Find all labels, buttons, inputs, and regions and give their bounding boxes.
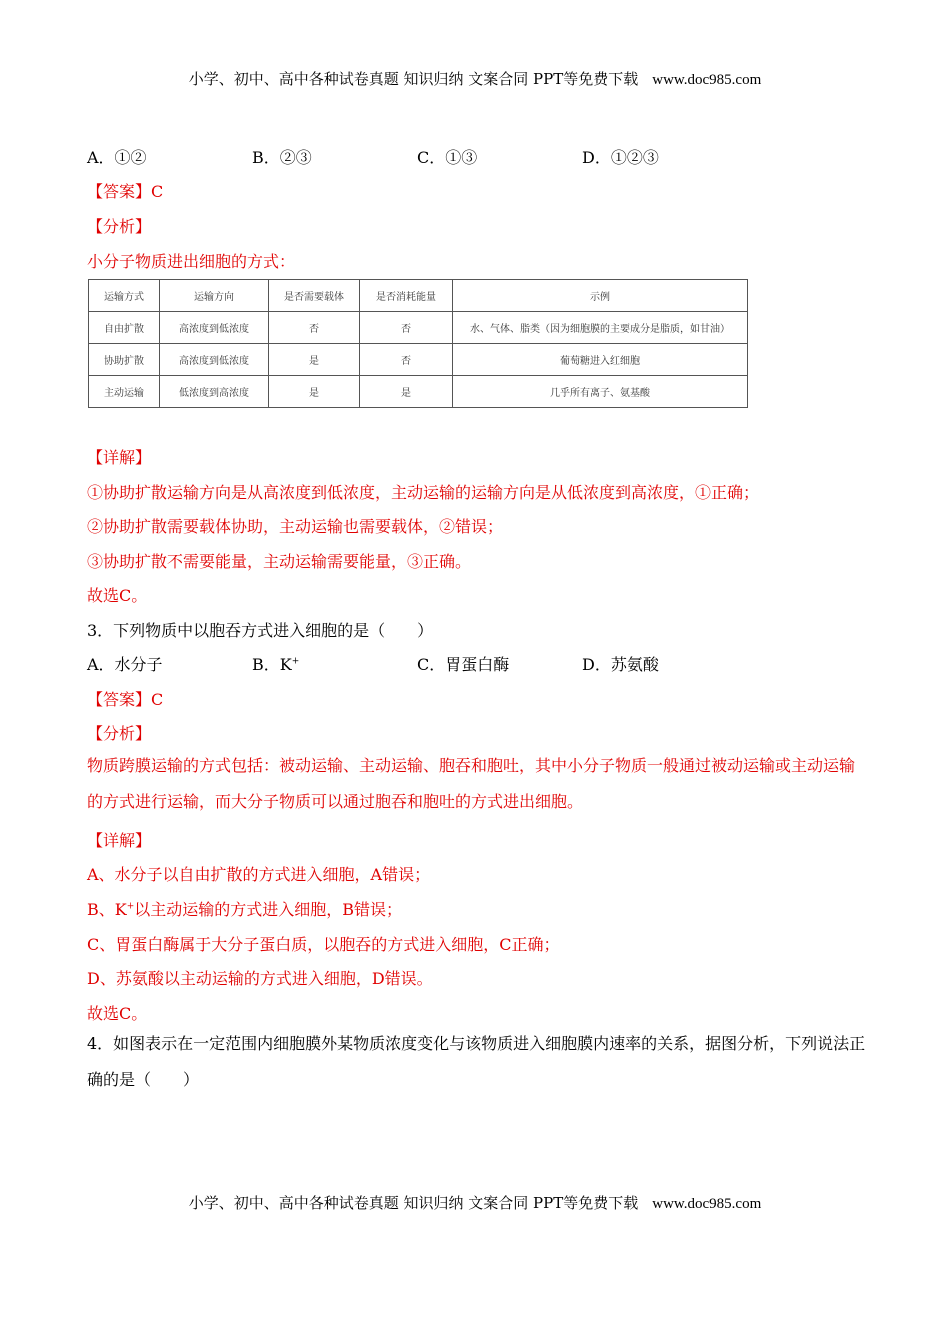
q3-analysis-label: 【分析】 bbox=[87, 724, 152, 743]
header-site: www.doc985.com bbox=[652, 72, 762, 88]
table-cell: 葡萄糖进入红细胞 bbox=[453, 344, 748, 376]
q4-stem: 4．如图表示在一定范围内细胞膜外某物质浓度变化与该物质进入细胞膜内速率的关系，据图分析，下列说法正确的是（ ） bbox=[87, 1034, 866, 1089]
q3-detail-b-pre: B、K bbox=[87, 900, 127, 919]
q3-option-b-sup: + bbox=[291, 656, 300, 667]
q2-option-b: B．②③ bbox=[252, 148, 312, 167]
q3-detail-a: A、水分子以自由扩散的方式进入细胞，A错误； bbox=[87, 865, 431, 884]
q2-detail-3: ③协助扩散不需要能量，主动运输需要能量，③正确。 bbox=[87, 552, 472, 571]
table-cell: 是 bbox=[269, 344, 360, 376]
table-cell: 否 bbox=[269, 312, 360, 344]
q3-option-d: D．苏氨酸 bbox=[582, 655, 659, 674]
q3-detail-b bbox=[87, 897, 402, 920]
table-cell: 是 bbox=[360, 376, 453, 408]
table-cell: 低浓度到高浓度 bbox=[160, 376, 269, 408]
q3-analysis-text: 物质跨膜运输的方式包括：被动运输、主动运输、胞吞和胞吐，其中小分子物质一般通过被动运输或主动运输的方式进行运输，而大分子物质可以通过胞吞和胞吐的方式进出细胞。 bbox=[87, 756, 856, 811]
table-cell: 否 bbox=[360, 312, 453, 344]
q3-stem: 3．下列物质中以胞吞方式进入细胞的是（ ） bbox=[87, 621, 434, 640]
table-header-row bbox=[89, 280, 748, 312]
table-cell: 水、气体、脂类（因为细胞膜的主要成分是脂质，如甘油） bbox=[453, 312, 748, 344]
table-header: 是否消耗能量 bbox=[360, 280, 453, 312]
footer-site: www.doc985.com bbox=[652, 1196, 762, 1212]
table-cell: 协助扩散 bbox=[89, 344, 160, 376]
q2-analysis-text: 小分子物质进出细胞的方式： bbox=[87, 252, 296, 271]
q2-detail-1: ①协助扩散运输方向是从高浓度到低浓度，主动运输的运输方向是从低浓度到高浓度，①正确； bbox=[87, 483, 760, 502]
q2-analysis-label: 【分析】 bbox=[87, 217, 152, 236]
table-header: 示例 bbox=[453, 280, 748, 312]
q2-option-a: A．①② bbox=[87, 148, 147, 167]
table-row bbox=[89, 312, 748, 344]
table-cell: 高浓度到低浓度 bbox=[160, 312, 269, 344]
header-title: 小学、初中、高中各种试卷真题 知识归纳 文案合同 PPT等免费下载 bbox=[188, 70, 639, 88]
transport-table bbox=[88, 279, 748, 408]
table-row bbox=[89, 376, 748, 408]
table-cell: 是 bbox=[269, 376, 360, 408]
q3-conclusion: 故选C。 bbox=[87, 1004, 148, 1023]
q2-answer: 【答案】C bbox=[87, 182, 164, 201]
table-header: 运输方式 bbox=[89, 280, 160, 312]
q3-detail-c: C、胃蛋白酶属于大分子蛋白质，以胞吞的方式进入细胞，C正确； bbox=[87, 935, 560, 954]
q2-detail-label: 【详解】 bbox=[87, 448, 152, 467]
table-cell: 自由扩散 bbox=[89, 312, 160, 344]
q2-conclusion: 故选C。 bbox=[87, 586, 148, 605]
q3-detail-b-post: 以主动运输的方式进入细胞，B错误； bbox=[134, 900, 403, 919]
table-header: 运输方向 bbox=[160, 280, 269, 312]
q3-option-b bbox=[252, 652, 299, 675]
q3-detail-label: 【详解】 bbox=[87, 831, 152, 850]
q3-detail-b-sup: + bbox=[126, 901, 135, 912]
q3-option-b-text: B．K bbox=[252, 655, 292, 674]
q3-option-c: C．胃蛋白酶 bbox=[417, 655, 510, 674]
q2-option-d: D．①②③ bbox=[582, 148, 659, 167]
q2-option-c: C．①③ bbox=[417, 148, 478, 167]
q3-answer: 【答案】C bbox=[87, 690, 164, 709]
table-cell: 高浓度到低浓度 bbox=[160, 344, 269, 376]
page-footer bbox=[0, 1192, 950, 1213]
page-header bbox=[0, 68, 950, 89]
q3-option-a: A．水分子 bbox=[87, 655, 163, 674]
footer-title: 小学、初中、高中各种试卷真题 知识归纳 文案合同 PPT等免费下载 bbox=[188, 1194, 639, 1212]
q2-detail-2: ②协助扩散需要载体协助，主动运输也需要载体，②错误； bbox=[87, 517, 504, 536]
table-header: 是否需要载体 bbox=[269, 280, 360, 312]
table-cell: 主动运输 bbox=[89, 376, 160, 408]
table-cell: 几乎所有离子、氨基酸 bbox=[453, 376, 748, 408]
table-row bbox=[89, 344, 748, 376]
table-cell: 否 bbox=[360, 344, 453, 376]
q3-detail-d: D、苏氨酸以主动运输的方式进入细胞，D错误。 bbox=[87, 969, 433, 988]
